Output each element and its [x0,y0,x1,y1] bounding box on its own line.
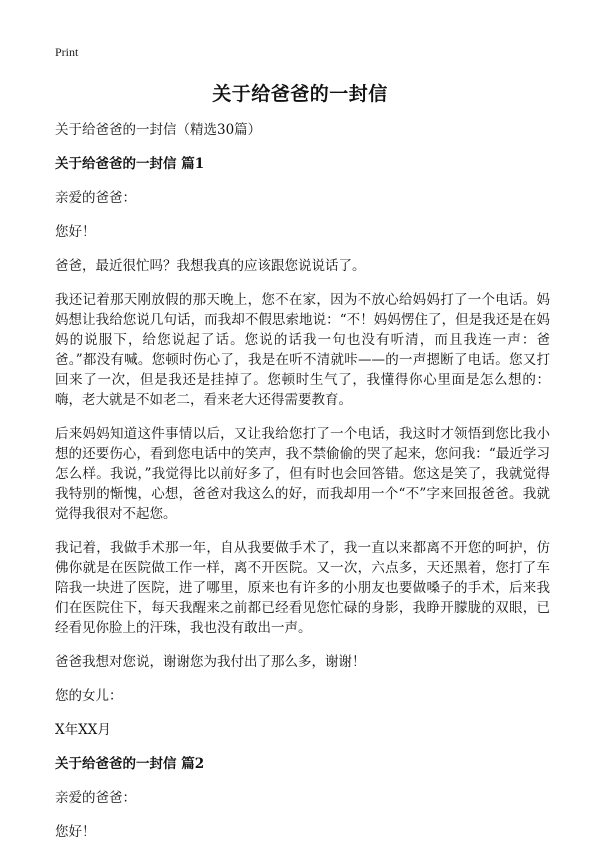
letter-paragraph: 爸爸，最近很忙吗？我想我真的应该跟您说说话了。 [55,258,366,274]
letter-signature: 您的女儿： [55,688,123,704]
print-link[interactable]: Print [55,45,79,59]
letter-hello: 您好！ [55,224,96,240]
page-title: 关于给爸爸的一封信 [212,83,388,105]
letter-paragraph: 我记着，我做手术那一年，自从我要做手术了，我一直以来都离不开您的呵护，仿佛你就是在医院做工作一样，离不开医院。又一次，六点多，天还黑着，您打了车陪我一块进了医院，进了哪里，原来也有许多的小朋友也要做嗓子的手术，后来我们在医院住下，每天我醒来之前都已经看见您忙碌的身影，我睁开朦胧的双眼，已经看见你脸上的汗珠，我也没有敢出一声。 [55,540,550,636]
article-subtitle: 关于给爸爸的一封信（精选30篇） [55,122,262,138]
letter-paragraph: 后来妈妈知道这件事情以后，又让我给您打了一个电话，我这时才领悟到您比我小想的还要伤心，看到您电话中的笑声，我不禁偷偷的哭了起来，您问我：“最近学习怎么样。我说，”我觉得比以前好多了，但有时也会回答错。您这是笑了，我就觉得我特别的惭愧，心想，爸爸对我这么的好，而我却用一个“不”字来回报爸爸。我就觉得我很对不起您。 [55,426,550,522]
section-heading-2: 关于给爸爸的一封信 篇2 [55,756,205,772]
article-body [55,120,550,856]
section-heading-1: 关于给爸爸的一封信 篇1 [55,156,205,172]
letter-paragraph: 爸爸我想对您说，谢谢您为我付出了那么多，谢谢！ [55,654,366,670]
letter-date: X年XX月 [55,722,111,738]
letter-greeting: 亲爱的爸爸： [55,190,136,206]
letter-greeting: 亲爱的爸爸： [55,790,136,806]
letter-paragraph: 我还记着那天刚放假的那天晚上，您不在家，因为不放心给妈妈打了一个电话。妈妈想让我给您说几句话，而我却不假思索地说：“不！妈妈愣住了，但是我还是在妈妈的说服下，给您说起了话。您说的话我一句也没有听清，而且我连一声：爸爸。”都没有喊。您顿时伤心了，我是在听不清就咔——的一声摁断了电话。您又打回来了一次，但是我还是挂掉了。您顿时生气了，我懂得你心里面是怎么想的：嗨，老大就是不如老二，看来老大还得需要教育。 [55,292,550,408]
letter-hello: 您好！ [55,824,96,840]
